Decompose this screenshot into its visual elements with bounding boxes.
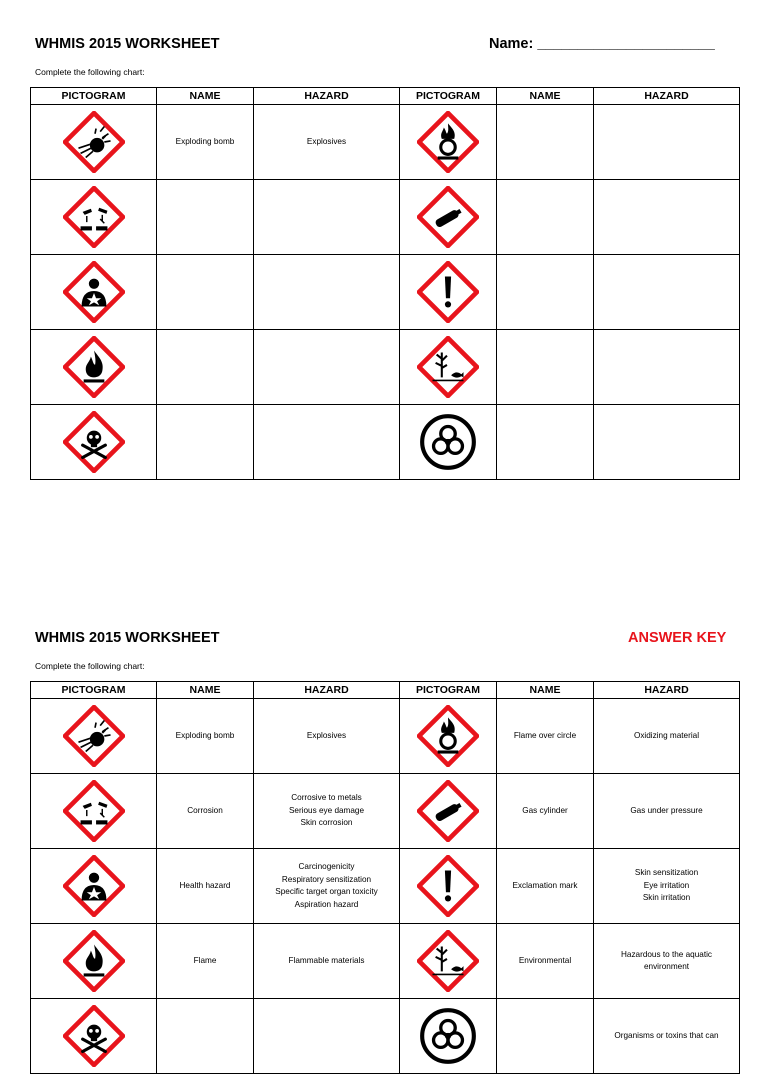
gas-cylinder-icon xyxy=(417,186,479,248)
hazard-cell[interactable] xyxy=(594,405,740,480)
header-pictogram: PICTOGRAM xyxy=(400,682,497,699)
hazard-cell: Oxidizing material xyxy=(594,699,740,774)
header-name: NAME xyxy=(497,682,594,699)
flame-icon xyxy=(63,336,125,398)
name-cell: Corrosion xyxy=(157,774,254,849)
name-cell[interactable] xyxy=(497,105,594,180)
header-pictogram: PICTOGRAM xyxy=(31,88,157,105)
pictogram-cell xyxy=(400,255,497,330)
name-cell xyxy=(157,999,254,1074)
answer-key-title: WHMIS 2015 WORKSHEET xyxy=(35,630,220,646)
pictogram-cell xyxy=(31,849,157,924)
pictogram-cell xyxy=(31,105,157,180)
table-row xyxy=(31,924,740,999)
header-pictogram: PICTOGRAM xyxy=(400,88,497,105)
hazard-cell[interactable] xyxy=(254,255,400,330)
name-cell: Gas cylinder xyxy=(497,774,594,849)
pictogram-cell xyxy=(400,180,497,255)
flame-over-circle-icon xyxy=(417,111,479,173)
exploding-bomb-icon xyxy=(63,111,125,173)
table-row xyxy=(31,699,740,774)
pictogram-cell xyxy=(400,774,497,849)
environment-icon xyxy=(417,336,479,398)
pictogram-cell xyxy=(400,105,497,180)
hazard-cell: Hazardous to the aquatic environment xyxy=(594,924,740,999)
hazard-cell xyxy=(254,999,400,1074)
hazard-cell[interactable] xyxy=(594,180,740,255)
hazard-cell[interactable] xyxy=(594,255,740,330)
pictogram-cell xyxy=(400,924,497,999)
hazard-cell: Corrosive to metals Serious eye damage Skin corrosion xyxy=(254,774,400,849)
pictogram-cell xyxy=(31,774,157,849)
worksheet-chart xyxy=(30,87,740,480)
exploding-bomb-icon xyxy=(63,705,125,767)
table-row xyxy=(31,774,740,849)
pictogram-cell xyxy=(400,849,497,924)
skull-crossbones-icon xyxy=(63,1005,125,1067)
header-hazard: HAZARD xyxy=(594,88,740,105)
name-cell: Health hazard xyxy=(157,849,254,924)
corrosion-icon xyxy=(63,780,125,842)
hazard-cell: Carcinogenicity Respiratory sensitization Specific target organ toxicity Aspiration hazard xyxy=(254,849,400,924)
header-hazard: HAZARD xyxy=(254,682,400,699)
header-hazard: HAZARD xyxy=(254,88,400,105)
pictogram-cell xyxy=(400,405,497,480)
answer-key-label: ANSWER KEY xyxy=(628,630,727,646)
skull-crossbones-icon xyxy=(63,411,125,473)
table-row xyxy=(31,405,740,480)
exclamation-mark-icon xyxy=(417,855,479,917)
answer-key-chart xyxy=(30,681,740,1074)
name-cell[interactable] xyxy=(157,330,254,405)
name-cell[interactable] xyxy=(157,255,254,330)
pictogram-cell xyxy=(31,330,157,405)
name-cell: Flame over circle xyxy=(497,699,594,774)
hazard-cell[interactable] xyxy=(594,330,740,405)
pictogram-cell xyxy=(400,699,497,774)
header-name: NAME xyxy=(157,682,254,699)
hazard-cell: Explosives xyxy=(254,699,400,774)
pictogram-cell xyxy=(31,180,157,255)
hazard-cell: Organisms or toxins that can xyxy=(594,999,740,1074)
header-pictogram: PICTOGRAM xyxy=(31,682,157,699)
name-cell[interactable] xyxy=(497,330,594,405)
gas-cylinder-icon xyxy=(417,780,479,842)
table-row xyxy=(31,999,740,1074)
name-cell[interactable] xyxy=(157,405,254,480)
pictogram-cell xyxy=(400,330,497,405)
hazard-cell[interactable] xyxy=(594,105,740,180)
pictogram-cell xyxy=(31,999,157,1074)
header-name: NAME xyxy=(157,88,254,105)
chart-header-row xyxy=(31,682,740,699)
flame-over-circle-icon xyxy=(417,705,479,767)
hazard-cell: Skin sensitization Eye irritation Skin irritation xyxy=(594,849,740,924)
exclamation-mark-icon xyxy=(417,261,479,323)
pictogram-cell xyxy=(400,999,497,1074)
hazard-cell[interactable] xyxy=(254,180,400,255)
table-row xyxy=(31,255,740,330)
name-cell[interactable]: Exploding bomb xyxy=(157,105,254,180)
name-field-label: Name: ______________________ xyxy=(489,36,715,52)
pictogram-cell xyxy=(31,405,157,480)
header-hazard: HAZARD xyxy=(594,682,740,699)
flame-icon xyxy=(63,930,125,992)
answer-key-instruction: Complete the following chart: xyxy=(35,661,145,671)
hazard-cell[interactable] xyxy=(254,330,400,405)
hazard-cell: Flammable materials xyxy=(254,924,400,999)
name-cell: Exclamation mark xyxy=(497,849,594,924)
name-cell xyxy=(497,999,594,1074)
worksheet-title: WHMIS 2015 WORKSHEET xyxy=(35,36,220,52)
name-cell[interactable] xyxy=(497,255,594,330)
biohazard-icon xyxy=(417,1005,479,1067)
hazard-cell[interactable] xyxy=(254,405,400,480)
health-hazard-icon xyxy=(63,855,125,917)
name-cell: Environmental xyxy=(497,924,594,999)
name-cell: Flame xyxy=(157,924,254,999)
header-name: NAME xyxy=(497,88,594,105)
table-row xyxy=(31,180,740,255)
hazard-cell[interactable]: Explosives xyxy=(254,105,400,180)
pictogram-cell xyxy=(31,699,157,774)
corrosion-icon xyxy=(63,186,125,248)
pictogram-cell xyxy=(31,924,157,999)
pictogram-cell xyxy=(31,255,157,330)
name-cell: Exploding bomb xyxy=(157,699,254,774)
chart-header-row xyxy=(31,88,740,105)
name-cell[interactable] xyxy=(157,180,254,255)
biohazard-icon xyxy=(417,411,479,473)
table-row xyxy=(31,849,740,924)
table-row xyxy=(31,330,740,405)
table-row xyxy=(31,105,740,180)
health-hazard-icon xyxy=(63,261,125,323)
hazard-cell: Gas under pressure xyxy=(594,774,740,849)
worksheet-instruction: Complete the following chart: xyxy=(35,67,145,77)
name-cell[interactable] xyxy=(497,180,594,255)
environment-icon xyxy=(417,930,479,992)
name-cell[interactable] xyxy=(497,405,594,480)
